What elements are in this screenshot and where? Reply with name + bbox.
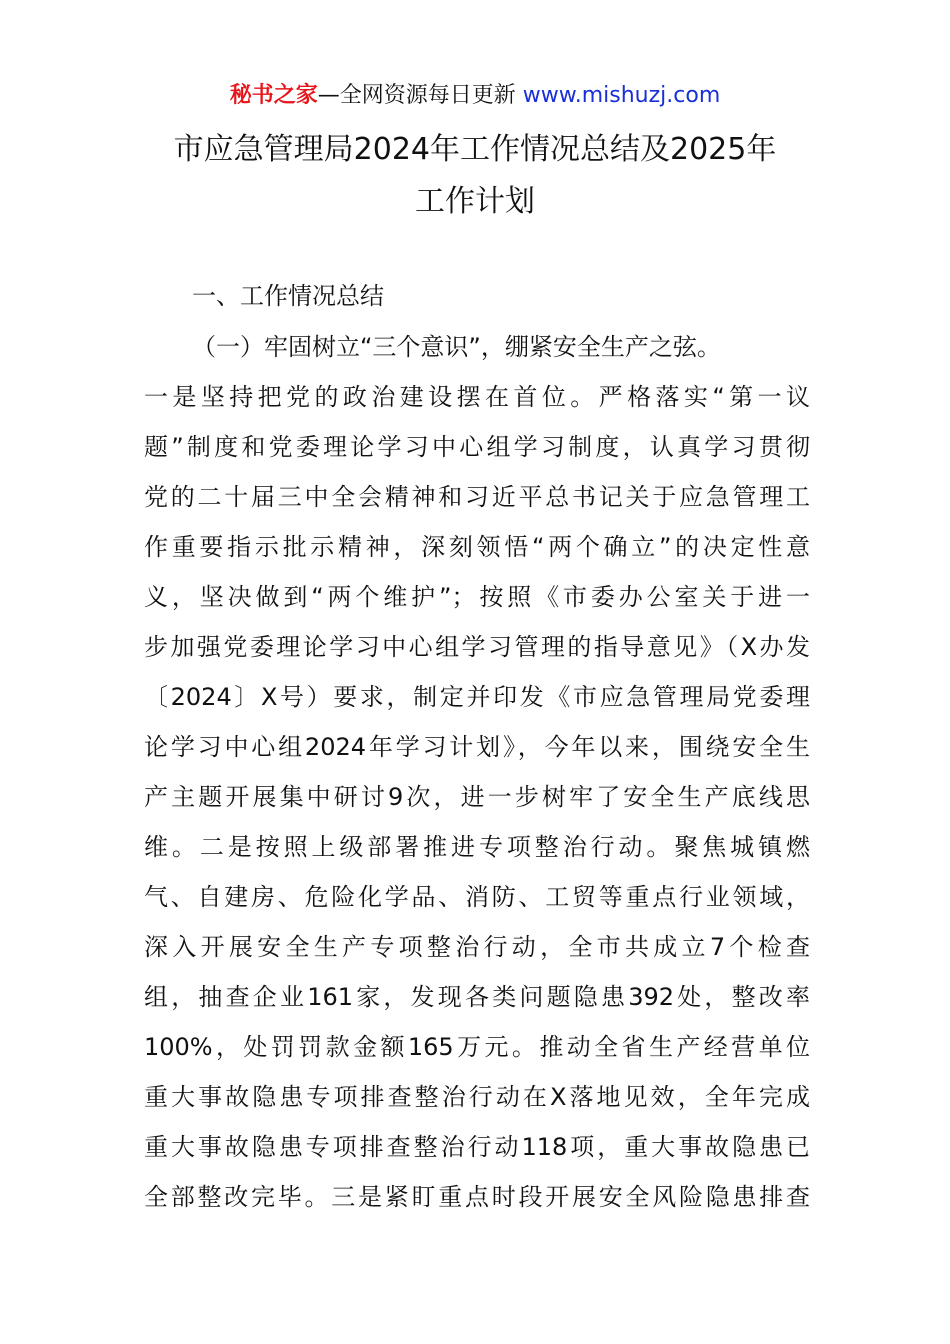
document-title (100, 124, 850, 228)
paragraph-line: 100%，处罚罚款金额165万元。推动全省生产经营单位 (144, 1033, 810, 1061)
paragraph-line: 气、自建房、危险化学品、消防、工贸等重点行业领域， (144, 883, 810, 911)
paragraph-line: 义，坚决做到“两个维护”；按照《市委办公室关于进一 (144, 583, 810, 611)
paragraph-line: 题”制度和党委理论学习中心组学习制度，认真学习贯彻 (144, 433, 810, 461)
paragraph-line: 党的二十届三中全会精神和习近平总书记关于应急管理工 (144, 483, 810, 511)
section-heading: 一、工作情况总结 (192, 282, 384, 310)
paragraph-line: 维。二是按照上级部署推进专项整治行动。聚焦城镇燃 (144, 833, 810, 861)
site-url[interactable]: www.mishuzj.com (522, 83, 721, 108)
paragraph-line: 重大事故隐患专项排查整治行动在X落地见效，全年完成 (144, 1083, 810, 1111)
paragraph-line: 深入开展安全生产专项整治行动，全市共成立7个检查 (144, 933, 810, 961)
paragraph-line: 作重要指示批示精神，深刻领悟“两个确立”的决定性意 (144, 533, 810, 561)
paragraph-line: 组，抽查企业161家，发现各类问题隐患392处，整改率 (144, 983, 810, 1011)
body-text (144, 322, 810, 1222)
paragraph-line: 产主题开展集中研讨9次，进一步树牢了安全生产底线思 (144, 783, 810, 811)
brand-name: 秘书之家 (229, 83, 318, 108)
paragraph-line: （一）牢固树立“三个意识”，绷紧安全生产之弦。 (192, 333, 721, 361)
paragraph-line: 论学习中心组2024年学习计划》，今年以来，围绕安全生 (144, 733, 810, 761)
title-line-2: 工作计划 (415, 184, 535, 219)
paragraph-line: 〔2024〕X号）要求，制定并印发《市应急管理局党委理 (144, 683, 810, 711)
title-line-1: 市应急管理局2024年工作情况总结及2025年 (173, 132, 777, 167)
paragraph-line: 一是坚持把党的政治建设摆在首位。严格落实“第一议 (144, 383, 810, 411)
site-header (0, 80, 950, 112)
paragraph-line: 重大事故隐患专项排查整治行动118项，重大事故隐患已 (144, 1133, 810, 1161)
paragraph-line: 全部整改完毕。三是紧盯重点时段开展安全风险隐患排查 (144, 1183, 810, 1211)
paragraph-line: 步加强党委理论学习中心组学习管理的指导意见》（X办发 (144, 633, 810, 661)
header-tagline: —全网资源每日更新 (317, 83, 523, 108)
